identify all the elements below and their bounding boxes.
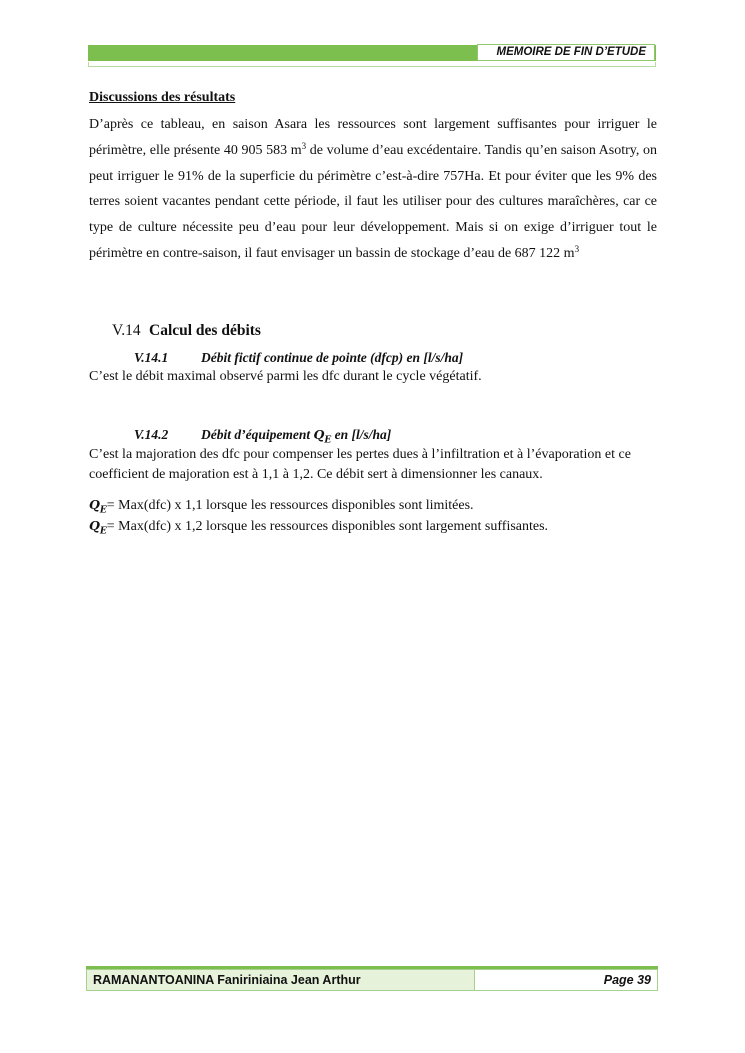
subsection-heading bbox=[134, 350, 463, 366]
e-subscript: E bbox=[99, 526, 107, 537]
qe-symbol bbox=[89, 497, 107, 516]
subsection-title-b: en [l/s/ha] bbox=[331, 427, 392, 442]
subsection-text: C’est la majoration des dfc pour compenser les pertes dues à l’infiltration et à l’évaporation et ce coefficient de majoration est à 1,1 à 1,2. Ce débit sert à dimensionner les canaux. bbox=[89, 447, 631, 482]
q-letter: Q bbox=[89, 497, 100, 512]
e-subscript: E bbox=[324, 435, 332, 446]
section-number: V.14 bbox=[112, 322, 141, 339]
q-letter: Q bbox=[313, 427, 325, 442]
formula-line bbox=[89, 497, 657, 516]
qe-symbol bbox=[89, 518, 107, 537]
superscript: 3 bbox=[574, 243, 580, 254]
subsection-heading bbox=[134, 427, 391, 446]
header-title: MEMOIRE DE FIN D’ETUDE bbox=[477, 44, 655, 61]
subsection-number: V.14.1 bbox=[134, 350, 169, 365]
discussion-text-b: de volume d’eau excédentaire. Tandis qu’en saison Asotry, on peut irriguer le 91% de la superficie du périmètre c’est-à-dire 757Ha. Et pour éviter que les 9% des terres soient vacantes pendant cette période, il faut les utiliser pour des cultures maraîchères, car ce type de culture nécessite peu d’eau pour leur développement. Mais si on exige d’irriguer tout le périmètre en contre-saison, il faut envisager un bassin de stockage d’eau de 687 122 m bbox=[89, 142, 658, 261]
section-title: Calcul des débits bbox=[149, 322, 261, 339]
subsection-number: V.14.2 bbox=[134, 427, 169, 442]
subsection-paragraph bbox=[89, 445, 657, 485]
subsection-text: C’est le débit maximal observé parmi les dfc durant le cycle végétatif. bbox=[89, 369, 482, 384]
superscript: 3 bbox=[301, 140, 307, 151]
subsection-title: Débit fictif continue de pointe (dfcp) en [l/s/ha] bbox=[201, 350, 464, 365]
e-subscript: E bbox=[99, 505, 107, 516]
discussion-heading: Discussions des résultats bbox=[89, 90, 236, 105]
discussion-text-a: D’après ce tableau, en saison Asara les ressources sont largement suffisantes pour irriguer le périmètre, elle présente 40 905 583 m bbox=[89, 117, 657, 158]
subsection-title-a: Débit d’équipement bbox=[201, 427, 314, 442]
section-heading bbox=[112, 322, 261, 340]
header-rule bbox=[88, 62, 656, 67]
formula-line bbox=[89, 518, 657, 537]
formula-text: = Max(dfc) x 1,1 lorsque les ressources disponibles sont limitées. bbox=[106, 498, 474, 513]
qe-symbol bbox=[313, 427, 332, 446]
discussion-paragraph bbox=[89, 112, 657, 267]
formula-text: = Max(dfc) x 1,2 lorsque les ressources disponibles sont largement suffisantes. bbox=[106, 519, 549, 534]
footer-page-number: Page 39 bbox=[475, 969, 658, 991]
footer-author: RAMANANTOANINA Faniriniaina Jean Arthur bbox=[86, 969, 475, 991]
q-letter: Q bbox=[89, 518, 100, 533]
